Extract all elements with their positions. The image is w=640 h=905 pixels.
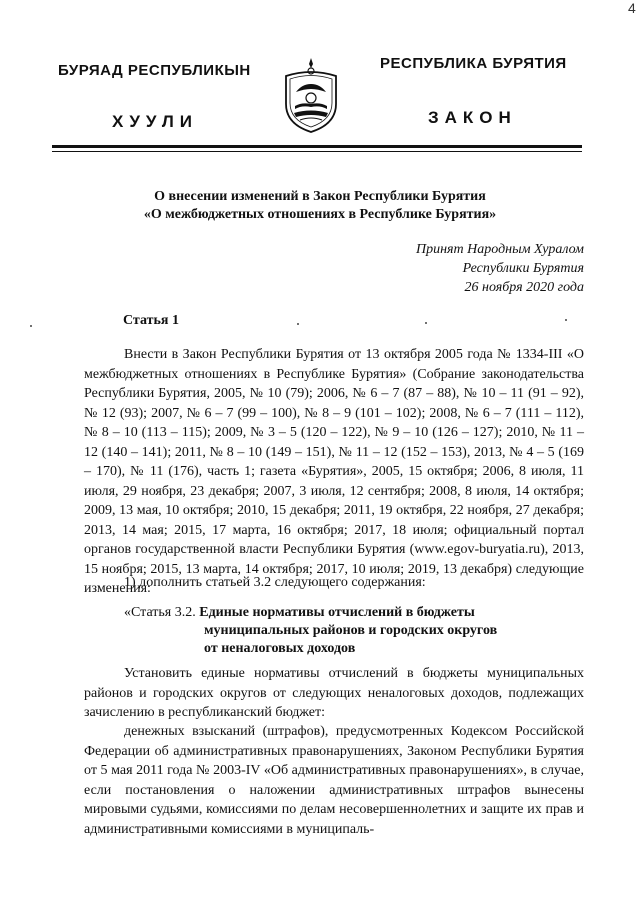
adoption-note	[330, 240, 584, 297]
buryatia-coat-of-arms-icon	[282, 56, 340, 134]
article-3-2-paragraph-2: денежных взысканий (штрафов), предусмотренных Кодексом Российской Федерации об административных правонарушениях, Законом Республики Бурятия от 5 мая 2011 года № 2003-IV «Об административных правонарушениях», в случае, если постановления о наложении административных штрафов вынесены мировыми судьями, комиссиями по делам несовершеннолетних и защите их прав и административными комиссиями в муниципаль-	[84, 724, 584, 837]
scan-speck	[297, 323, 299, 325]
article-3-2-fines	[84, 722, 584, 839]
amendment-item-1: 1) дополнить статьей 3.2 следующего содержания:	[124, 575, 426, 590]
article-3-2-label: «Статья 3.2.	[124, 605, 200, 620]
article-3-2-title-line1: Единые нормативы отчислений в бюджеты	[199, 605, 475, 620]
article-3-2-paragraph-1: Установить единые нормативы отчислений в бюджеты муниципальных районов и городских округов от следующих неналоговых доходов, подлежащих зачислению в республиканский бюджет:	[84, 666, 584, 720]
adoption-line2: Республики Бурятия	[462, 261, 584, 276]
article-3-2-body	[84, 664, 584, 723]
law-title	[80, 188, 560, 224]
header-rule-thick	[52, 145, 582, 148]
adoption-date: 26 ноября 2020 года	[464, 280, 584, 295]
header-buryat-republic: БУРЯАД РЕСПУБЛИКЫН	[58, 62, 251, 79]
header-russian-law: ЗАКОН	[428, 108, 517, 127]
article-3-2-title-line3: от неналоговых доходов	[204, 641, 356, 656]
scan-speck	[565, 319, 567, 321]
article-3-2-heading	[124, 604, 584, 658]
article-1-body	[84, 345, 584, 599]
article-1-paragraph: Внести в Закон Республики Бурятия от 13 октября 2005 года № 1334-III «О межбюджетных отношениях в Республике Бурятия» (Собрание законодательства Республики Бурятия, 2005, № 10 (79); 2006, № 6 – 7 (87 – 88), № 10 – 11 (91 – 92), № 12 (93); 2007, № 6 – 7 (99 – 100), № 8 – 9 (101 – 102); 2008, № 6 – 7 (111 – 112), № 8 – 10 (113 – 115); 2009, № 3 – 5 (120 – 122), № 9 – 10 (126 – 127); 2010, № 11 – 12 (140 – 141); 2011, № 8 – 10 (149 – 151), № 11 – 12 (152 – 153), 2013, № 4 – 5 (169 – 170), № 11 (176), часть 1; газета «Бурятия», 2005, 15 октября; 2006, 8 июля, 11 июля, 29 ноября, 23 декабря; 2007, 3 июля, 12 сентября; 2008, 8 июля, 14 октября; 2009, 13 мая, 10 октября; 2010, 15 декабря; 2011, 19 октября, 22 ноября, 27 декабря; 2013, 14 мая; 2015, 17 марта, 16 октября; 2017, 18 июля; официальный портал органов государственной власти Республики Бурятия (www.egov-buryatia.ru), 2013, 15 ноября; 2015, 13 марта, 14 октября; 2017, 10 июля; 2019, 13 декабря) следующие изменения:	[84, 347, 584, 596]
article-1-heading: Статья 1	[123, 313, 179, 328]
article-3-2-title-line2: муниципальных районов и городских округов	[204, 623, 498, 638]
scan-speck	[425, 322, 427, 324]
law-title-line2: «О межбюджетных отношениях в Республике Бурятия»	[143, 207, 497, 222]
adoption-line1: Принят Народным Хуралом	[415, 242, 584, 257]
header-rule-thin	[52, 151, 582, 152]
header-russian-republic: РЕСПУБЛИКА БУРЯТИЯ	[380, 55, 567, 72]
corner-page-mark: 4	[628, 0, 636, 16]
scan-speck	[30, 325, 32, 327]
header-buryat-law: ХУУЛИ	[112, 112, 198, 131]
law-title-line1: О внесении изменений в Закон Республики Бурятия	[154, 189, 486, 204]
